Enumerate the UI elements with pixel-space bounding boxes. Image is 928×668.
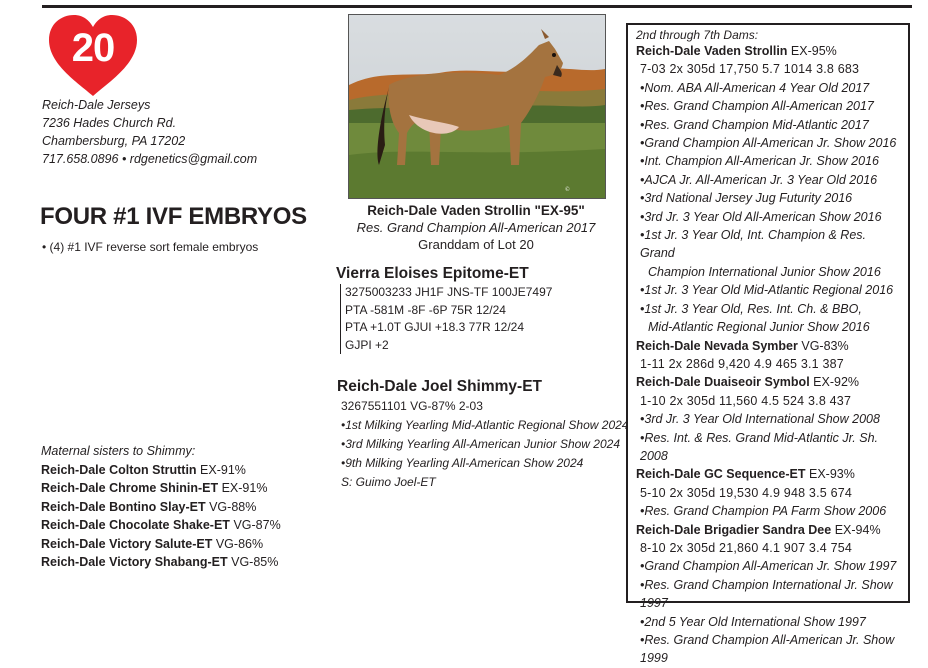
sire-details <box>340 284 552 354</box>
dam-award: •3rd Milking Yearling All-American Junior Show 2024 <box>341 437 621 451</box>
sire-line: GJPI +2 <box>345 337 389 352</box>
dam-4-heading: Reich-Dale Duaiseoir Symbol EX-92% <box>636 375 860 390</box>
dam-award: •9th Milking Yearling All-American Show 2024 <box>341 456 584 470</box>
photo-award: Res. Grand Champion All-American 2017 <box>356 220 596 235</box>
dam-2-award: •1st Jr. 3 Year Old Mid-Atlantic Regional 2016 <box>640 283 894 298</box>
dam-2-award: •1st Jr. 3 Year Old, Res. Int. Ch. & BBO, <box>640 301 862 316</box>
dam-award: •1st Milking Yearling Mid-Atlantic Regional Show 2024 <box>341 418 629 432</box>
dam-2-award: •Grand Champion All-American Jr. Show 2016 <box>640 136 897 151</box>
dam-5-record: 5-10 2x 305d 19,530 4.9 948 3.5 674 <box>640 485 853 500</box>
dam-2-award: •1st Jr. 3 Year Old, Int. Champion & Res. Grand <box>640 228 867 261</box>
dam-5-award: •Res. Grand Champion PA Farm Show 2006 <box>640 504 887 519</box>
dam-2-award-cont: Champion International Junior Show 2016 <box>648 264 881 279</box>
dam-2-award: •Res. Grand Champion Mid-Atlantic 2017 <box>640 117 869 132</box>
photo-credit: © <box>565 187 570 193</box>
sire-line: 3275003233 JH1F JNS-TF 100JE7497 <box>345 285 553 299</box>
dam-sire-line: S: Guimo Joel-ET <box>341 475 436 489</box>
dam-4-award: •Res. Int. & Res. Grand Mid-Atlantic Jr. Sh. 2008 <box>640 430 879 463</box>
photo-caption <box>348 202 604 253</box>
dam-name: Reich-Dale Joel Shimmy-ET <box>337 378 543 395</box>
sister-row: Reich-Dale Colton Struttin EX-91% <box>41 462 246 477</box>
consignor-city: Chambersburg, PA 17202 <box>42 134 186 148</box>
dam-3-record: 1-11 2x 286d 9,420 4.9 465 3.1 387 <box>640 356 844 371</box>
maternal-sisters <box>41 442 281 572</box>
consignor-street: 7236 Hades Church Rd. <box>42 116 177 130</box>
dam-2-award: •Nom. ABA All-American 4 Year Old 2017 <box>640 80 870 95</box>
dam-4-award: •3rd Jr. 3 Year Old International Show 2008 <box>640 412 880 427</box>
sister-row: Reich-Dale Bontino Slay-ET VG-88% <box>41 499 257 514</box>
pedigree-label: 2nd through 7th Dams: <box>636 28 759 42</box>
dam-block <box>337 378 628 492</box>
sire-block <box>336 265 552 354</box>
consignor-contact: 717.658.0896 • rdgenetics@gmail.com <box>42 152 258 166</box>
sire-line: PTA -581M -8F -6P 75R 12/24 <box>345 302 506 317</box>
dam-6-award: •Res. Grand Champion All-American Jr. Show 1999 <box>640 633 895 666</box>
dam-2-award: •Int. Champion All-American Jr. Show 2016 <box>640 154 879 169</box>
dam-2-award: •3rd Jr. 3 Year Old All-American Show 2016 <box>640 209 882 224</box>
photo-cow-name: Reich-Dale Vaden Strollin "EX-95" <box>367 203 585 218</box>
dam-6-award: •2nd 5 Year Old International Show 1997 <box>640 614 866 629</box>
dam-3-heading: Reich-Dale Nevada Symber VG-83% <box>636 338 849 353</box>
dam-details <box>341 397 628 492</box>
lot-headline: FOUR #1 IVF EMBRYOS <box>40 203 307 230</box>
dam-2-award: •AJCA Jr. All-American Jr. 3 Year Old 2016 <box>640 172 878 187</box>
dam-6-heading: Reich-Dale Brigadier Sandra Dee EX-94% <box>636 522 881 537</box>
dam-2-record: 7-03 2x 305d 17,750 5.7 1014 3.8 683 <box>640 62 860 77</box>
dam-6-award: •Res. Grand Champion International Jr. Show 1997 <box>640 577 893 611</box>
sister-row: Reich-Dale Chocolate Shake-ET VG-87% <box>41 518 281 532</box>
dam-2-award-cont: Mid-Atlantic Regional Junior Show 2016 <box>648 320 870 335</box>
cow-photo <box>348 14 606 199</box>
dam-4-record: 1-10 2x 305d 11,560 4.5 524 3.8 437 <box>640 393 852 408</box>
photo-relation: Granddam of Lot 20 <box>418 237 534 252</box>
sire-name: Vierra Eloises Epitome-ET <box>336 265 529 282</box>
sister-row: Reich-Dale Victory Shabang-ET VG-85% <box>41 555 279 569</box>
dam-2-award: •Res. Grand Champion All-American 2017 <box>640 99 874 114</box>
consignor-address <box>42 96 257 168</box>
dam-5-heading: Reich-Dale GC Sequence-ET EX-93% <box>636 467 855 482</box>
lot-description: • (4) #1 IVF reverse sort female embryos <box>42 240 259 254</box>
maternal-sisters-label: Maternal sisters to Shimmy: <box>41 444 196 458</box>
dam-6-record: 8-10 2x 305d 21,860 4.1 907 3.4 754 <box>640 540 853 555</box>
dam-6-award: •Grand Champion All-American Jr. Show 1997 <box>640 559 897 574</box>
sister-row: Reich-Dale Victory Salute-ET VG-86% <box>41 536 264 551</box>
sister-row: Reich-Dale Chrome Shinin-ET EX-91% <box>41 481 268 495</box>
pedigree-box <box>626 23 910 666</box>
consignor-name: Reich-Dale Jerseys <box>42 98 151 112</box>
dam-id-line: 3267551101 VG-87% 2-03 <box>341 399 483 413</box>
top-rule <box>42 5 912 8</box>
sire-line: PTA +1.0T GJUI +18.3 77R 12/24 <box>345 320 524 334</box>
dam-2-award: •3rd National Jersey Jug Futurity 2016 <box>640 191 853 206</box>
dam-2-heading: Reich-Dale Vaden Strollin EX-95% <box>636 44 837 58</box>
lot-number: 20 <box>71 26 115 70</box>
